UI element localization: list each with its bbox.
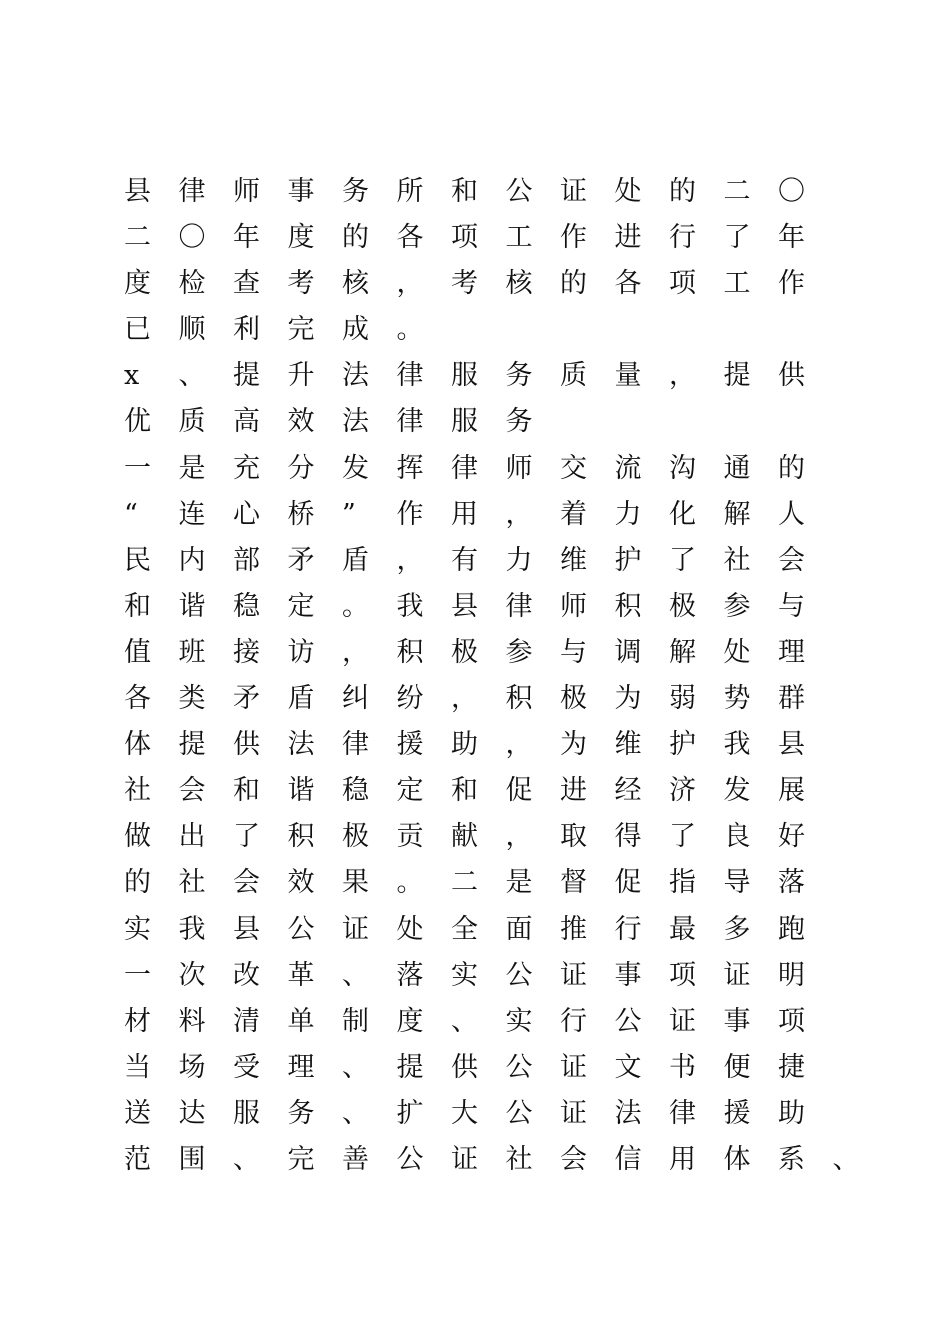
text-line — [124, 261, 824, 307]
glyph: 服 — [451, 406, 478, 438]
text-line — [124, 1045, 824, 1091]
text-line — [124, 492, 824, 538]
glyph: 律 — [342, 729, 369, 761]
text-line — [124, 814, 824, 860]
glyph: 提 — [233, 360, 260, 392]
glyph: 跑 — [778, 913, 805, 945]
glyph: 工 — [723, 268, 751, 300]
glyph: 的 — [124, 867, 151, 899]
glyph: 指 — [669, 867, 696, 899]
glyph: 是 — [505, 867, 533, 899]
glyph: 核 — [342, 268, 369, 300]
glyph: 次 — [178, 959, 206, 991]
glyph: 效 — [287, 867, 315, 899]
glyph: 二 — [451, 867, 478, 899]
glyph: 力 — [614, 498, 642, 530]
glyph: 参 — [723, 590, 751, 622]
glyph: 势 — [723, 683, 751, 715]
glyph: 和 — [233, 775, 260, 807]
glyph: 革 — [287, 959, 315, 991]
glyph: 我 — [178, 913, 206, 945]
glyph: 师 — [560, 590, 587, 622]
glyph: 法 — [287, 729, 315, 761]
glyph: 会 — [233, 867, 260, 899]
glyph: 参 — [505, 636, 533, 668]
glyph: 效 — [287, 406, 315, 438]
glyph: 年 — [778, 222, 805, 254]
glyph: 极 — [669, 590, 696, 622]
glyph: ” — [342, 498, 356, 530]
glyph: 送 — [124, 1097, 151, 1129]
glyph: 公 — [505, 959, 533, 991]
glyph: 用 — [451, 498, 478, 530]
glyph: 定 — [287, 590, 315, 622]
glyph: 场 — [178, 1051, 206, 1083]
glyph: 助 — [451, 729, 478, 761]
glyph: 纠 — [342, 683, 369, 715]
glyph: 维 — [614, 729, 642, 761]
glyph: 利 — [233, 314, 260, 346]
glyph: 会 — [560, 1143, 587, 1175]
glyph: 法 — [614, 1097, 642, 1129]
glyph: 证 — [560, 1097, 587, 1129]
glyph: 律 — [396, 360, 424, 392]
glyph: 矛 — [233, 683, 260, 715]
glyph: 、 — [233, 1143, 260, 1175]
glyph: 得 — [614, 821, 642, 853]
glyph: 度 — [396, 1005, 424, 1037]
glyph: “ — [124, 498, 138, 530]
glyph: 了 — [723, 222, 751, 254]
glyph: 人 — [778, 498, 805, 530]
glyph: 围 — [178, 1143, 206, 1175]
glyph: 法 — [342, 360, 369, 392]
glyph: 完 — [287, 1143, 315, 1175]
glyph: 果 — [342, 867, 369, 899]
glyph: 、 — [342, 1051, 369, 1083]
glyph: 提 — [723, 360, 751, 392]
glyph: 所 — [396, 176, 424, 207]
glyph: 服 — [451, 360, 478, 392]
glyph: 献 — [451, 821, 478, 853]
glyph: 经 — [614, 775, 642, 807]
glyph: 与 — [560, 636, 587, 668]
glyph: 料 — [178, 1005, 206, 1037]
glyph: 会 — [778, 544, 805, 576]
glyph: 、 — [342, 959, 369, 991]
glyph: 值 — [124, 636, 151, 668]
glyph: 证 — [560, 1051, 587, 1083]
glyph: 落 — [396, 959, 424, 991]
glyph: 社 — [505, 1143, 533, 1175]
glyph: 的 — [342, 222, 369, 254]
glyph: 事 — [723, 1005, 751, 1037]
glyph: 最 — [669, 913, 696, 945]
glyph: 着 — [560, 498, 587, 530]
glyph: 各 — [614, 268, 642, 300]
glyph: 多 — [723, 913, 751, 945]
glyph: 桥 — [287, 498, 315, 530]
glyph: 挥 — [396, 452, 424, 484]
glyph: 维 — [560, 544, 587, 576]
glyph: 部 — [233, 544, 260, 576]
glyph: 作 — [560, 222, 587, 254]
text-line — [124, 768, 824, 814]
glyph: 了 — [669, 821, 696, 853]
glyph: 护 — [614, 544, 642, 576]
glyph: 证 — [723, 959, 751, 991]
glyph: 高 — [233, 406, 260, 438]
glyph: 一 — [124, 959, 151, 991]
glyph: 务 — [287, 1097, 315, 1129]
glyph: 师 — [233, 176, 260, 207]
glyph: 稳 — [342, 775, 369, 807]
glyph: 处 — [614, 176, 642, 207]
glyph: 推 — [560, 913, 587, 945]
glyph: 县 — [451, 590, 478, 622]
glyph: 理 — [287, 1051, 315, 1083]
glyph: 发 — [342, 452, 369, 484]
glyph: 升 — [287, 360, 315, 392]
glyph: 做 — [124, 821, 151, 853]
glyph: 师 — [505, 452, 533, 484]
glyph: 的 — [560, 268, 587, 300]
glyph: 极 — [342, 821, 369, 853]
glyph: 提 — [396, 1051, 424, 1083]
glyph: 体 — [723, 1143, 751, 1175]
text-line — [124, 676, 824, 722]
glyph: 和 — [451, 775, 478, 807]
section-heading-line — [124, 399, 824, 445]
glyph: 接 — [233, 636, 260, 668]
glyph: 好 — [778, 821, 805, 853]
glyph: 书 — [669, 1051, 696, 1083]
glyph: 证 — [342, 913, 369, 945]
glyph: 、 — [451, 1005, 478, 1037]
glyph: 理 — [778, 636, 805, 668]
text-line — [124, 722, 824, 768]
glyph: 。 — [396, 867, 424, 899]
glyph: 我 — [723, 729, 751, 761]
glyph: 律 — [178, 176, 206, 207]
glyph: 县 — [233, 913, 260, 945]
glyph: 定 — [396, 775, 424, 807]
glyph: 流 — [614, 452, 642, 484]
glyph: 质 — [560, 360, 587, 392]
glyph: 查 — [233, 268, 260, 300]
document-body — [124, 169, 860, 1183]
glyph: 的 — [669, 176, 696, 207]
glyph: 制 — [342, 1005, 369, 1037]
glyph: 律 — [505, 590, 533, 622]
glyph: 务 — [505, 406, 533, 438]
glyph: 盾 — [287, 683, 315, 715]
glyph: 、 — [342, 1097, 369, 1129]
glyph: 援 — [723, 1097, 751, 1129]
glyph: 是 — [178, 452, 206, 484]
glyph: 供 — [778, 360, 805, 392]
glyph: 落 — [778, 867, 805, 899]
glyph: 、 — [832, 1143, 860, 1175]
glyph: 供 — [451, 1051, 478, 1083]
glyph: ， — [505, 821, 533, 853]
section-heading-line — [124, 353, 824, 399]
glyph: 检 — [178, 268, 206, 300]
glyph: 分 — [287, 452, 315, 484]
glyph: 和 — [451, 176, 478, 207]
glyph: 济 — [669, 775, 696, 807]
text-line — [124, 307, 824, 353]
glyph: 证 — [669, 1005, 696, 1037]
glyph: 实 — [451, 959, 478, 991]
glyph: 解 — [669, 636, 696, 668]
glyph: 善 — [342, 1143, 369, 1175]
glyph: ， — [396, 268, 424, 300]
glyph: 证 — [560, 176, 587, 207]
glyph: 度 — [287, 222, 315, 254]
glyph: 完 — [287, 314, 315, 346]
glyph: 会 — [178, 775, 206, 807]
glyph: 与 — [778, 590, 805, 622]
glyph: 服 — [233, 1097, 260, 1129]
glyph: 工 — [505, 222, 533, 254]
glyph: 扩 — [396, 1097, 424, 1129]
glyph: 发 — [723, 775, 751, 807]
glyph: 化 — [669, 498, 696, 530]
glyph: 量 — [614, 360, 642, 392]
glyph: 事 — [614, 959, 642, 991]
glyph: 县 — [778, 729, 805, 761]
glyph: 体 — [124, 729, 151, 761]
glyph: 提 — [178, 729, 206, 761]
glyph: 核 — [505, 268, 533, 300]
glyph: 〇 — [778, 176, 805, 207]
glyph: 行 — [669, 222, 696, 254]
glyph: ， — [396, 544, 424, 576]
glyph: 处 — [396, 913, 424, 945]
glyph: 务 — [505, 360, 533, 392]
glyph: 访 — [287, 636, 315, 668]
glyph: 积 — [614, 590, 642, 622]
glyph: 各 — [124, 683, 151, 715]
glyph: 积 — [505, 683, 533, 715]
glyph: 为 — [614, 683, 642, 715]
glyph: 法 — [342, 406, 369, 438]
glyph: 便 — [723, 1051, 751, 1083]
glyph: 谐 — [287, 775, 315, 807]
glyph: 稳 — [233, 590, 260, 622]
glyph: 护 — [669, 729, 696, 761]
glyph: 单 — [287, 1005, 315, 1037]
glyph: 类 — [178, 683, 206, 715]
glyph: 社 — [723, 544, 751, 576]
glyph: 证 — [451, 1143, 478, 1175]
glyph: 优 — [124, 406, 151, 438]
glyph: 面 — [505, 913, 533, 945]
glyph: 达 — [178, 1097, 206, 1129]
glyph: 积 — [287, 821, 315, 853]
glyph: 弱 — [669, 683, 696, 715]
glyph: 系 — [778, 1143, 805, 1175]
glyph: 解 — [723, 498, 751, 530]
glyph: 为 — [560, 729, 587, 761]
glyph: 积 — [396, 636, 424, 668]
glyph: 范 — [124, 1143, 151, 1175]
glyph: 用 — [669, 1143, 696, 1175]
glyph: 社 — [178, 867, 206, 899]
glyph: 展 — [778, 775, 805, 807]
glyph: 全 — [451, 913, 478, 945]
text-line — [124, 860, 824, 906]
glyph: 沟 — [669, 452, 696, 484]
glyph: 明 — [778, 959, 805, 991]
glyph: ， — [505, 729, 533, 761]
glyph: 公 — [396, 1143, 424, 1175]
glyph: 交 — [560, 452, 587, 484]
glyph: 助 — [778, 1097, 805, 1129]
glyph: 导 — [723, 867, 751, 899]
glyph: 出 — [178, 821, 206, 853]
glyph: 连 — [178, 498, 206, 530]
glyph: 。 — [342, 590, 369, 622]
glyph: 捷 — [778, 1051, 805, 1083]
glyph: ， — [451, 683, 478, 715]
glyph: 公 — [505, 176, 533, 207]
glyph: 事 — [287, 176, 315, 207]
text-line — [124, 446, 824, 492]
glyph: 我 — [396, 590, 424, 622]
glyph: 二 — [723, 176, 751, 207]
glyph: 有 — [451, 544, 478, 576]
glyph: 援 — [396, 729, 424, 761]
glyph: 处 — [723, 636, 751, 668]
glyph: 公 — [505, 1097, 533, 1129]
glyph: 年 — [233, 222, 260, 254]
glyph: 作 — [778, 268, 805, 300]
glyph: 贡 — [396, 821, 424, 853]
glyph: 调 — [614, 636, 642, 668]
glyph: 材 — [124, 1005, 151, 1037]
glyph: 社 — [124, 775, 151, 807]
glyph: 律 — [669, 1097, 696, 1129]
glyph: 改 — [233, 959, 260, 991]
glyph: 良 — [723, 821, 751, 853]
text-line — [124, 215, 824, 261]
text-line — [124, 999, 824, 1045]
glyph: 纷 — [396, 683, 424, 715]
text-line — [124, 584, 824, 630]
glyph: 考 — [451, 268, 478, 300]
glyph: 度 — [124, 268, 151, 300]
glyph: 律 — [396, 406, 424, 438]
glyph: 通 — [723, 452, 751, 484]
glyph: ， — [505, 498, 533, 530]
glyph: 考 — [287, 268, 315, 300]
glyph: 进 — [560, 775, 587, 807]
glyph: 文 — [614, 1051, 642, 1083]
glyph: 各 — [396, 222, 424, 254]
glyph: ， — [669, 360, 696, 392]
glyph: 、 — [178, 360, 206, 392]
text-line — [124, 907, 824, 953]
glyph: 行 — [560, 1005, 587, 1037]
glyph: 力 — [505, 544, 533, 576]
text-line — [124, 1091, 824, 1137]
glyph: 实 — [124, 913, 151, 945]
glyph: 项 — [451, 222, 478, 254]
glyph: 受 — [233, 1051, 260, 1083]
glyph: 充 — [233, 452, 260, 484]
glyph: 项 — [669, 268, 696, 300]
glyph: 成 — [342, 314, 369, 346]
glyph: 民 — [124, 544, 151, 576]
glyph: 班 — [178, 636, 206, 668]
glyph: 作 — [396, 498, 424, 530]
glyph: 谐 — [178, 590, 206, 622]
glyph: 了 — [669, 544, 696, 576]
glyph: 矛 — [287, 544, 315, 576]
glyph: ， — [342, 636, 369, 668]
glyph: 项 — [778, 1005, 805, 1037]
glyph: 一 — [124, 452, 151, 484]
glyph: 取 — [560, 821, 587, 853]
text-line — [124, 169, 824, 215]
glyph: 当 — [124, 1051, 151, 1083]
glyph: 信 — [614, 1143, 642, 1175]
glyph: 极 — [451, 636, 478, 668]
glyph: 内 — [178, 544, 206, 576]
glyph: 了 — [233, 821, 260, 853]
glyph: 务 — [342, 176, 369, 207]
glyph: 质 — [178, 406, 206, 438]
glyph: 二 — [124, 222, 151, 254]
glyph: x — [124, 360, 140, 392]
glyph: 律 — [451, 452, 478, 484]
text-line — [124, 953, 824, 999]
glyph: 清 — [233, 1005, 260, 1037]
glyph: 心 — [233, 498, 260, 530]
glyph: 盾 — [342, 544, 369, 576]
glyph: 已 — [124, 314, 151, 346]
glyph: 顺 — [178, 314, 206, 346]
glyph: 的 — [778, 452, 805, 484]
glyph: 极 — [560, 683, 587, 715]
glyph: 和 — [124, 590, 151, 622]
glyph: 〇 — [178, 222, 206, 254]
glyph: 公 — [614, 1005, 642, 1037]
text-line — [124, 630, 824, 676]
glyph: 促 — [505, 775, 533, 807]
glyph: 项 — [669, 959, 696, 991]
glyph: 实 — [505, 1005, 533, 1037]
glyph: 进 — [614, 222, 642, 254]
glyph: 督 — [560, 867, 587, 899]
glyph: 公 — [505, 1051, 533, 1083]
glyph: 证 — [560, 959, 587, 991]
glyph: 。 — [396, 314, 424, 346]
glyph: 大 — [451, 1097, 478, 1129]
glyph: 行 — [614, 913, 642, 945]
text-line — [124, 1137, 860, 1183]
glyph: 供 — [233, 729, 260, 761]
text-line — [124, 538, 824, 584]
glyph: 促 — [614, 867, 642, 899]
glyph: 县 — [124, 176, 151, 207]
glyph: 群 — [778, 683, 805, 715]
glyph: 公 — [287, 913, 315, 945]
